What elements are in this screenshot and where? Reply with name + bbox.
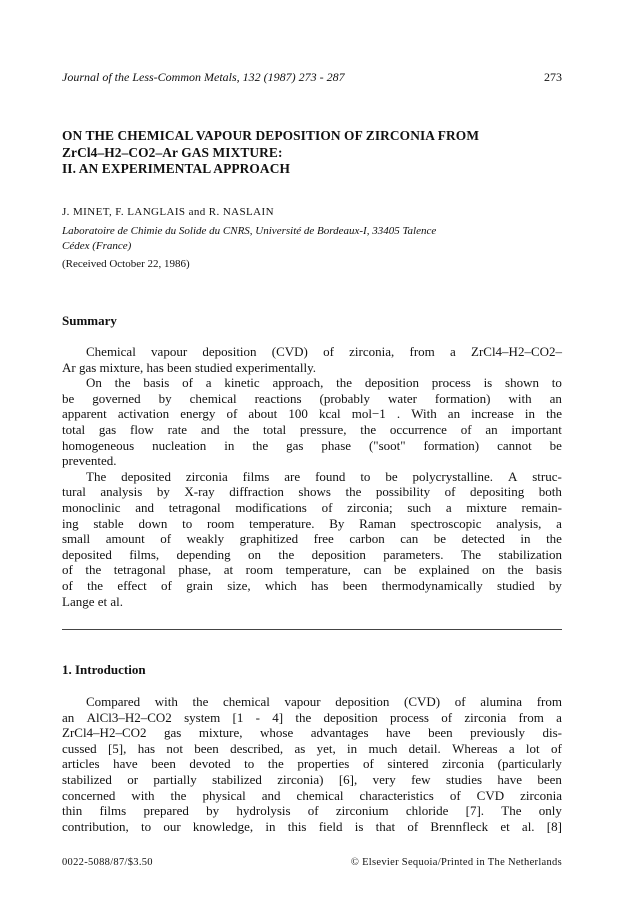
text-line: deposited films, depending on the deposition parameters. The stabilization bbox=[62, 546, 562, 562]
summary-body bbox=[62, 344, 562, 609]
text-line: be governed by chemical reactions (probably water formation) with an bbox=[62, 390, 562, 406]
page-footer bbox=[62, 857, 562, 868]
text-line: contribution, to our knowledge, in this field is that of Brennfleck et al. [8] bbox=[62, 818, 562, 834]
article-code: 0022-5088/87/$3.50 bbox=[62, 857, 153, 868]
affiliation-line: Cédex (France) bbox=[62, 240, 132, 252]
introduction-heading: 1. Introduction bbox=[62, 662, 146, 677]
page-number: 273 bbox=[544, 70, 562, 84]
running-header bbox=[62, 70, 562, 85]
text-line: monoclinic and tetragonal modifications of zirconia; such a mixture remain- bbox=[62, 499, 562, 515]
text-line: apparent activation energy of about 100 kcal mol−1 . With an increase in the bbox=[62, 406, 562, 422]
text-line: concerned with the physical and chemical characteristics of CVD zirconia bbox=[62, 787, 562, 803]
text-line: Lange et al. bbox=[62, 593, 123, 609]
summary-heading: Summary bbox=[62, 313, 117, 328]
publisher-note: © Elsevier Sequoia/Printed in The Netherlands bbox=[350, 857, 562, 868]
text-line: total gas flow rate and the total pressure, the occurrence of an important bbox=[62, 421, 562, 437]
text-line: articles have been devoted to the properties of sintered zirconia (particularly bbox=[62, 756, 562, 772]
text-line: ing stable down to room temperature. By Raman spectroscopic analysis, a bbox=[62, 515, 562, 531]
title-line: II. AN EXPERIMENTAL APPROACH bbox=[62, 161, 290, 176]
journal-citation: Journal of the Less-Common Metals, 132 (1987) 273 - 287 bbox=[62, 70, 345, 84]
received-date: (Received October 22, 1986) bbox=[62, 258, 190, 270]
affiliation-line: Laboratoire de Chimie du Solide du CNRS, Université de Bordeaux-I, 33405 Talence bbox=[62, 225, 437, 237]
authors: J. MINET, F. LANGLAIS and R. NASLAIN bbox=[62, 206, 274, 218]
title-line: ZrCl4–H2–CO2–Ar GAS MIXTURE: bbox=[62, 144, 283, 160]
text-line: ZrCl4–H2–CO2 gas mixture, whose advantages have been previously dis- bbox=[62, 725, 562, 741]
article-title bbox=[62, 128, 562, 178]
text-line: Chemical vapour deposition (CVD) of zirconia, from a ZrCl4–H2–CO2– bbox=[86, 344, 562, 359]
affiliation bbox=[62, 224, 564, 254]
text-line: stabilized or partially stabilized zirconia) [6], very few studies have been bbox=[62, 771, 562, 787]
text-line: The deposited zirconia films are found to be polycrystalline. A struc- bbox=[86, 468, 562, 484]
text-line: small amount of weakly graphitized free carbon can be detected in the bbox=[62, 531, 562, 547]
text-line: Compared with the chemical vapour deposition (CVD) of alumina from bbox=[86, 694, 562, 709]
title-line: ON THE CHEMICAL VAPOUR DEPOSITION OF ZIRCONIA FROM bbox=[62, 128, 480, 143]
text-line: of the effect of grain size, which has been thermodynamically studied by bbox=[62, 577, 562, 593]
text-line: tural analysis by X-ray diffraction shows the possibility of depositing both bbox=[62, 484, 562, 500]
section-divider bbox=[62, 629, 562, 630]
text-line: Ar gas mixture, has been studied experimentally. bbox=[62, 359, 317, 375]
text-line: an AlCl3–H2–CO2 system [1 - 4] the deposition process of zirconia from a bbox=[62, 709, 562, 725]
text-line: thin films prepared by hydrolysis of zirconium chloride [7]. The only bbox=[62, 803, 562, 819]
text-line: of the tetragonal phase, at room temperature, can be explained on the basis bbox=[62, 562, 562, 578]
text-line: On the basis of a kinetic approach, the deposition process is shown to bbox=[86, 375, 562, 391]
text-line: homogeneous nucleation in the gas phase ("soot" formation) cannot be bbox=[62, 437, 562, 453]
text-line: prevented. bbox=[62, 453, 117, 469]
introduction-body bbox=[62, 694, 562, 834]
text-line: cussed [5], has not been described, as yet, in much detail. Whereas a lot of bbox=[62, 740, 562, 756]
